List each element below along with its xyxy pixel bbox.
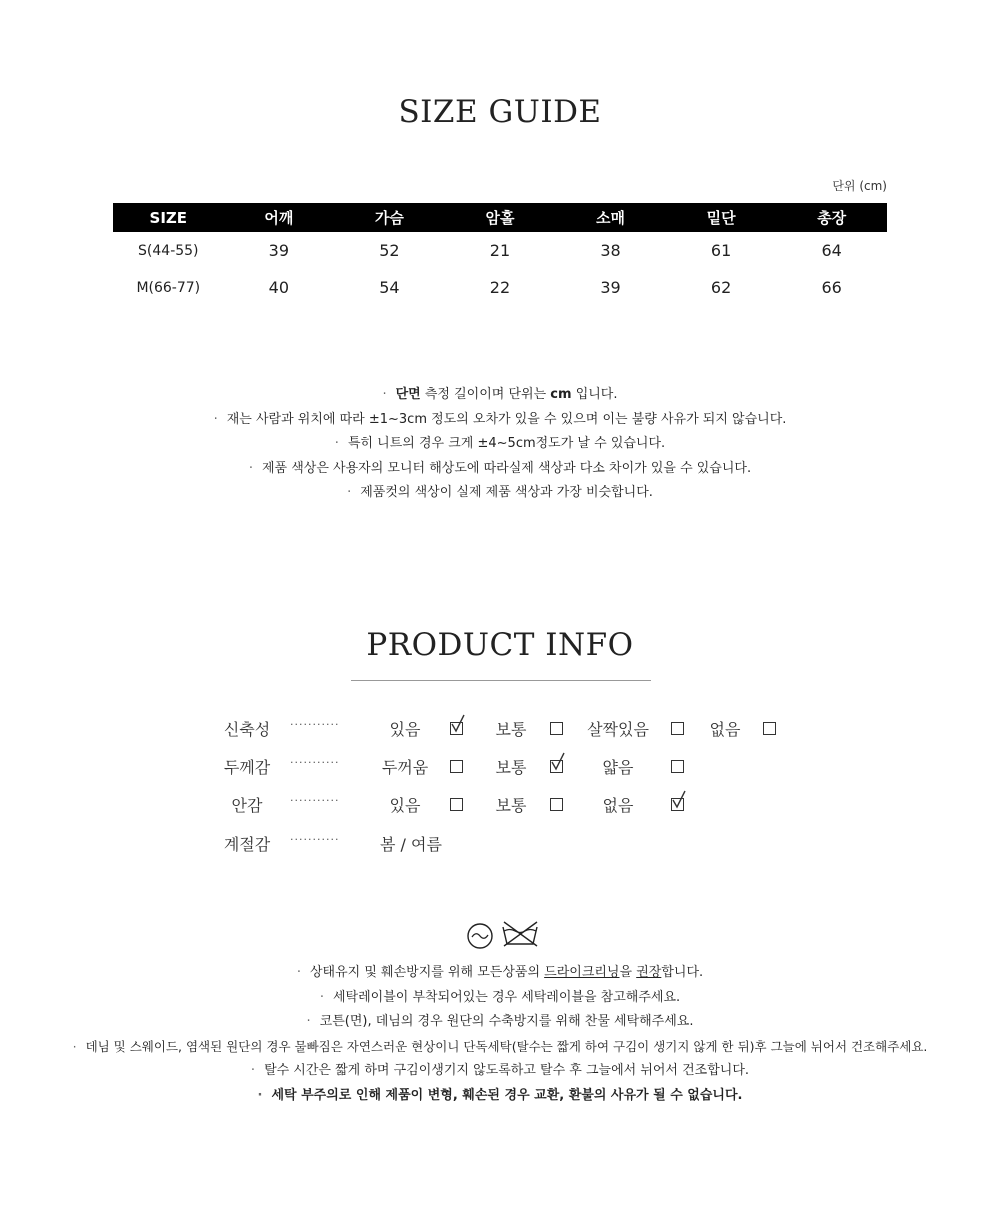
note-line: · 특히 니트의 경우 크게 ±4~5cm정도가 날 수 있습니다. [334,436,666,452]
header-hem: 밑단 [666,203,777,232]
table-cell: 54 [379,278,400,297]
product-info-row [0,712,1000,742]
checked-checkbox [671,798,684,811]
unit-label: 단위 (cm) [832,179,887,193]
table-row [113,269,887,306]
info-label: 안감 [231,796,263,815]
option-label: 없음 [602,796,634,815]
table-cell: 38 [600,241,621,260]
size-guide-title: SIZE GUIDE [398,94,602,130]
size-cell: S(44-55) [138,242,199,259]
care-warning: · 세탁 부주의로 인해 제품이 변형, 훼손된 경우 교환, 환불의 사유가 될 수 없습니다. [257,1087,743,1103]
checkbox [671,760,684,773]
option-label: 살짝있음 [587,720,649,739]
table-cell: 22 [489,278,511,297]
checkbox [763,722,776,735]
care-line: · 코튼(면), 데님의 경우 원단의 수축방지를 위해 찬물 세탁해주세요. [306,1014,694,1030]
header-chest: 가슴 [334,203,445,232]
option-label: 보통 [495,758,527,777]
checkbox [450,760,463,773]
size-table [113,203,887,306]
product-info-title: PRODUCT INFO [366,627,634,663]
checked-checkbox [450,722,463,735]
leader-dots: ........... [290,791,340,804]
table-cell: 66 [821,278,842,297]
option-label: 보통 [495,720,527,739]
checkbox [550,798,563,811]
checkbox [450,798,463,811]
info-label: 신축성 [223,720,271,739]
leader-dots: ........... [290,753,340,766]
header-size: SIZE [113,203,224,232]
care-line: · 세탁레이블이 부착되어있는 경우 세탁레이블을 참고해주세요. [319,989,681,1005]
leader-dots: ........... [290,715,340,728]
divider [351,680,651,681]
care-line: · 탈수 시간은 짧게 하며 구김이생기지 않도록하고 탈수 후 그늘에서 뉘어서 건조합니다. [250,1063,750,1079]
note-line: · 제품 색상은 사용자의 모니터 해상도에 따라실제 색상과 다소 차이가 있을 수 있습니다. [248,460,752,476]
header-shoulder: 어깨 [224,203,335,232]
table-cell: 39 [268,241,290,260]
care-line: · 상태유지 및 훼손방지를 위해 모든상품의 드라이크리닝을 권장합니다. [296,965,704,980]
header-length: 총장 [776,203,887,232]
option-label: 있음 [389,720,421,739]
table-cell: 40 [268,278,290,297]
header-sleeve: 소매 [555,203,666,232]
checkbox [671,722,684,735]
care-notes [0,961,1000,1109]
option-label: 두꺼움 [381,758,429,777]
option-label: 없음 [709,720,741,739]
size-cell: M(66-77) [136,279,201,296]
table-cell: 62 [710,278,732,297]
option-label: 있음 [389,796,421,815]
table-cell: 39 [600,278,621,297]
info-value: 봄 / 여름 [380,835,442,854]
measurement-notes [0,383,1000,506]
note-line: · 재는 사람과 위치에 따라 ±1~3cm 정도의 오차가 있을 수 있으며 이는 불량 사유가 되지 않습니다. [213,411,787,427]
info-label: 계절감 [223,835,271,854]
note-line: · 단면 측정 길이이며 단위는 cm 입니다. [382,387,618,402]
product-info-row [0,750,1000,780]
do-not-wash-icon [503,922,537,946]
care-icons [466,919,546,953]
checked-checkbox [550,760,563,773]
care-line: · 데님 및 스웨이드, 염색된 원단의 경우 물빠짐은 자연스러운 현상이니 단독세탁(탈수는 짧게 하여 구김이 생기지 않게 한 뒤)후 그늘에 뉘어서 건조해주세요. [72,1038,928,1054]
note-line: · 제품컷의 색상이 실제 제품 색상과 가장 비슷합니다. [347,485,653,501]
product-info-row [0,788,1000,818]
dry-clean-icon [468,924,492,948]
size-table-header [113,203,887,232]
option-label: 얇음 [602,758,634,777]
product-info-row [0,827,1000,857]
table-row [113,232,887,269]
header-armhole: 암홀 [445,203,556,232]
leader-dots: ........... [290,830,340,843]
option-label: 보통 [495,796,527,815]
table-cell: 61 [710,241,732,260]
checkbox [550,722,563,735]
info-label: 두께감 [223,758,271,777]
table-cell: 52 [379,241,400,260]
table-cell: 21 [489,241,511,260]
table-cell: 64 [821,241,842,260]
